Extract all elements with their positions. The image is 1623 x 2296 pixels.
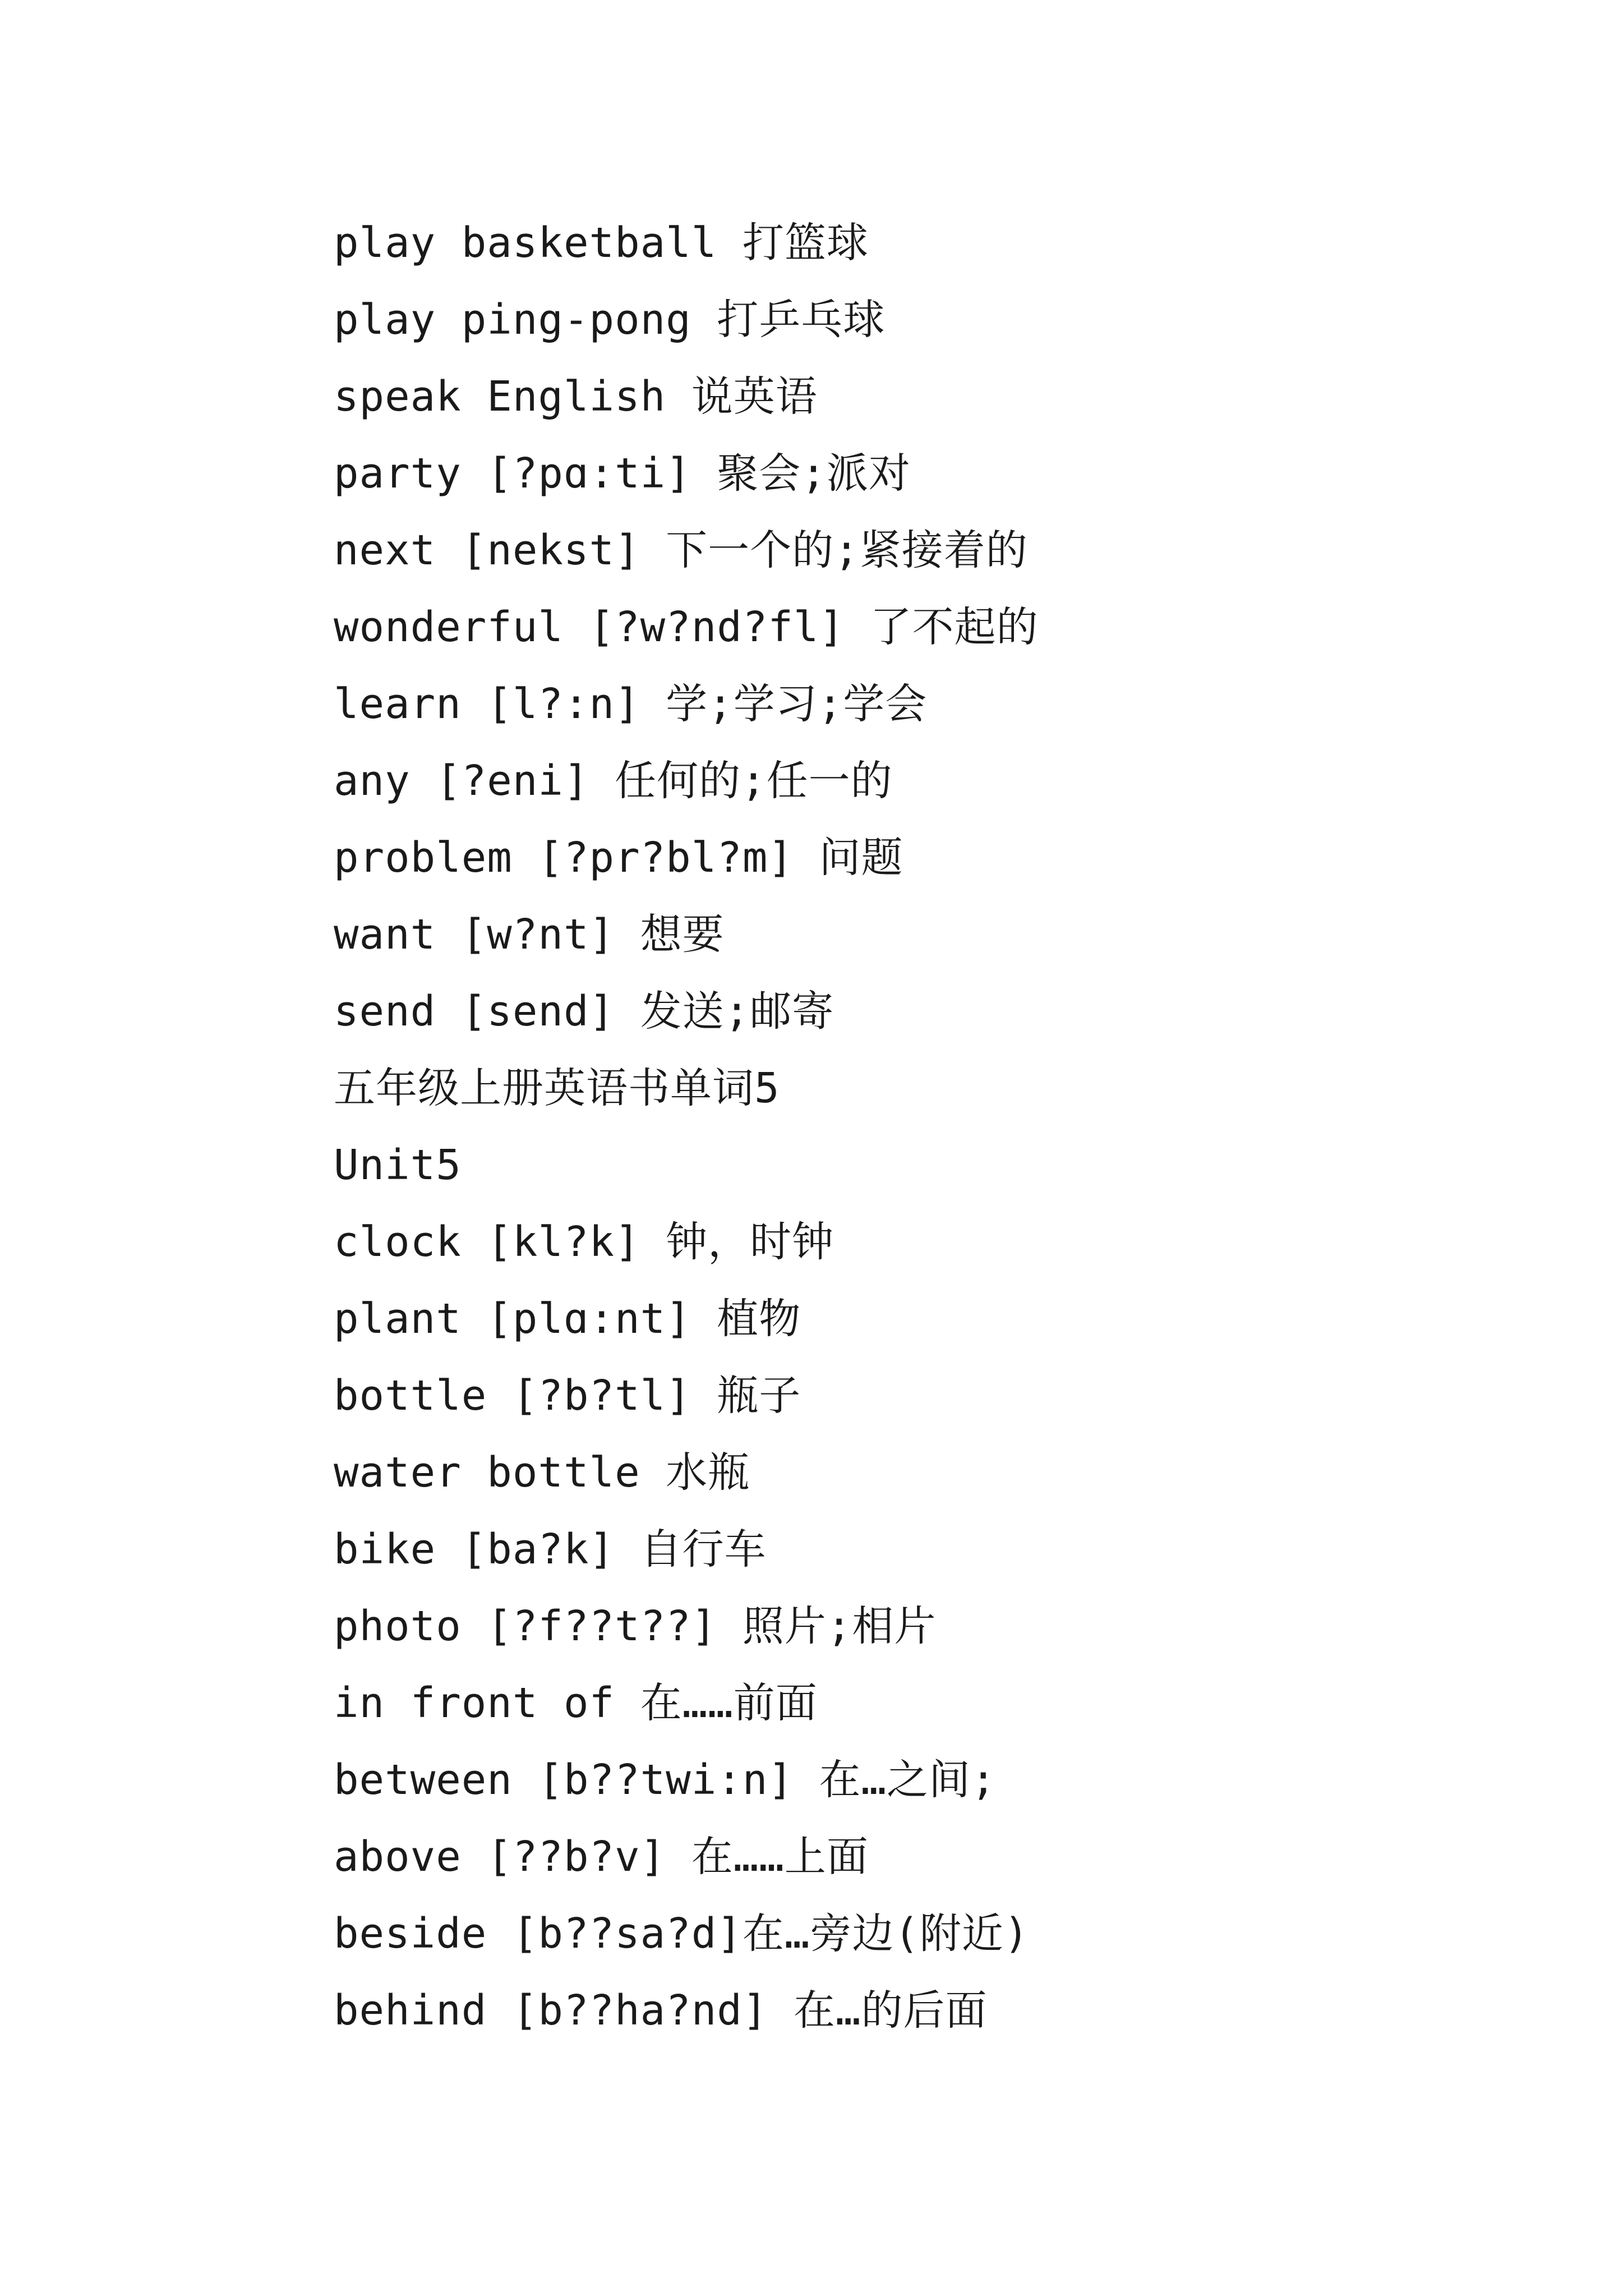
vocab-line: party [?pɑ:ti] 聚会;派对 [334, 449, 911, 498]
vocab-line: learn [l?:n] 学;学习;学会 [334, 680, 928, 728]
vocab-line: wonderful [?w?nd?fl] 了不起的 [334, 603, 1039, 651]
vocab-line: plant [plɑ:nt] 植物 [334, 1295, 801, 1343]
unit-heading: Unit5 [334, 1141, 462, 1189]
vocab-line: water bottle 水瓶 [334, 1448, 750, 1497]
vocab-line: between [b??twi:n] 在…之间; [334, 1756, 997, 1804]
vocab-line: behind [b??ha?nd] 在…的后面 [334, 1986, 988, 2035]
vocab-line: above [??b?v] 在……上面 [334, 1833, 869, 1881]
vocab-line: any [?eni] 任何的;任一的 [334, 757, 893, 805]
vocab-line: send [send] 发送;邮寄 [334, 987, 834, 1036]
vocab-line: beside [b??sa?d]在…旁边(附近) [334, 1910, 1030, 1958]
vocab-line: want [w?nt] 想要 [334, 910, 725, 959]
vocab-line: next [nekst] 下一个的;紧接着的 [334, 526, 1028, 574]
vocab-line: photo [?f??t??] 照片;相片 [334, 1602, 937, 1650]
vocab-line: problem [?pr?bl?m] 问题 [334, 834, 903, 882]
vocab-line: bike [ba?k] 自行车 [334, 1525, 767, 1573]
vocab-line: play basketball 打篮球 [334, 219, 869, 267]
vocab-line: bottle [?b?tl] 瓶子 [334, 1372, 801, 1420]
vocab-line: play ping-pong 打乒乓球 [334, 296, 886, 344]
vocabulary-list [334, 215, 1511, 2059]
vocab-line: in front of 在……前面 [334, 1679, 818, 1727]
section-heading: 五年级上册英语书单词5 [334, 1064, 780, 1112]
vocab-line: clock [kl?k] 钟，时钟 [334, 1218, 834, 1266]
vocab-line: speak English 说英语 [334, 372, 818, 421]
